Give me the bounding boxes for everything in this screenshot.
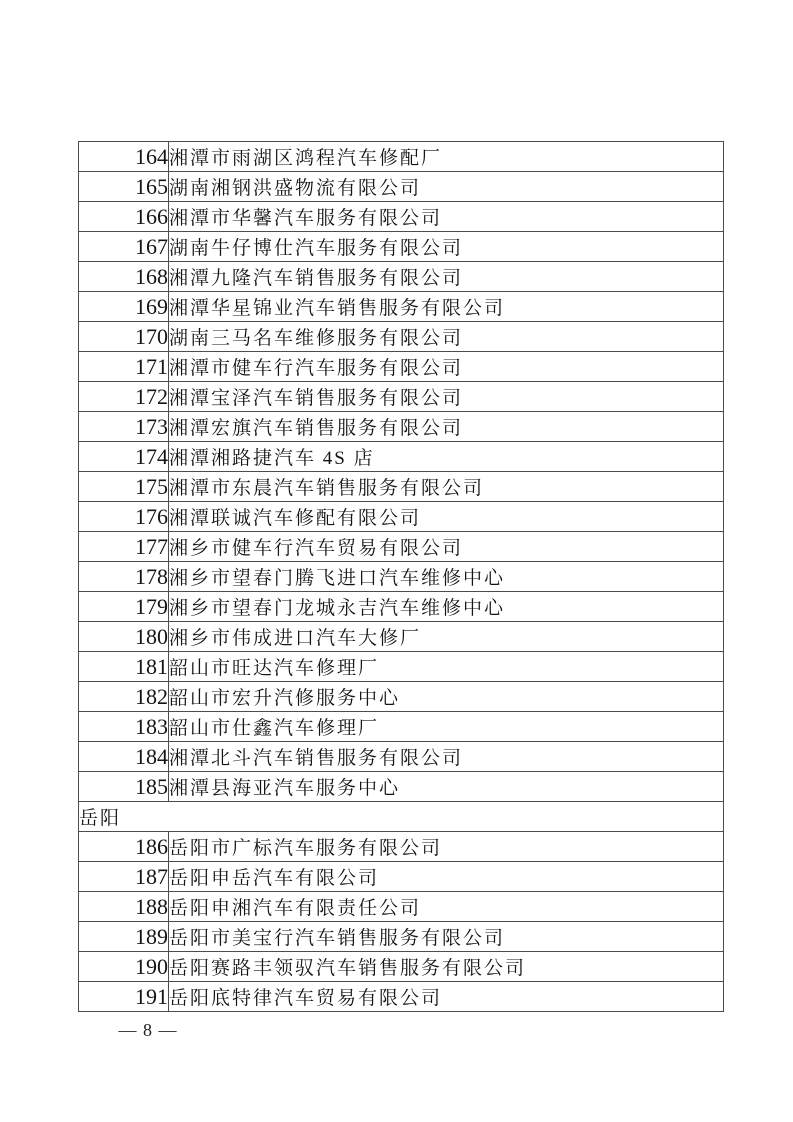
- company-name: 湘潭宏旗汽车销售服务有限公司: [169, 412, 724, 442]
- company-name: 湘潭市华馨汽车服务有限公司: [169, 202, 724, 232]
- row-number: 188: [79, 892, 169, 922]
- company-name: 湘潭市东晨汽车销售服务有限公司: [169, 472, 724, 502]
- table-row: [79, 892, 724, 922]
- row-number: 186: [79, 832, 169, 862]
- company-name: 湘潭联诚汽车修配有限公司: [169, 502, 724, 532]
- row-number: 191: [79, 982, 169, 1012]
- row-number: 190: [79, 952, 169, 982]
- table-row: [79, 532, 724, 562]
- table-row: [79, 172, 724, 202]
- table-row: [79, 862, 724, 892]
- row-number: 189: [79, 922, 169, 952]
- table-row: [79, 412, 724, 442]
- roster-body: [79, 142, 724, 1012]
- row-number: 165: [79, 172, 169, 202]
- row-number: 164: [79, 142, 169, 172]
- company-name: 湘乡市望春门龙城永吉汽车维修中心: [169, 592, 724, 622]
- row-number: 171: [79, 352, 169, 382]
- row-number: 184: [79, 742, 169, 772]
- table-row: [79, 772, 724, 802]
- company-name: 湘乡市健车行汽车贸易有限公司: [169, 532, 724, 562]
- company-name: 湘潭华星锦业汽车销售服务有限公司: [169, 292, 724, 322]
- row-number: 178: [79, 562, 169, 592]
- row-number: 170: [79, 322, 169, 352]
- company-name: 湖南牛仔博仕汽车服务有限公司: [169, 232, 724, 262]
- company-name: 湘潭北斗汽车销售服务有限公司: [169, 742, 724, 772]
- table-row: [79, 142, 724, 172]
- company-name: 岳阳底特律汽车贸易有限公司: [169, 982, 724, 1012]
- table-row: [79, 712, 724, 742]
- row-number: 169: [79, 292, 169, 322]
- page-number: — 8 —: [118, 1020, 178, 1040]
- table-row: [79, 982, 724, 1012]
- company-name: 湘乡市伟成进口汽车大修厂: [169, 622, 724, 652]
- table-row: [79, 202, 724, 232]
- row-number: 183: [79, 712, 169, 742]
- table-row: [79, 382, 724, 412]
- row-number: 182: [79, 682, 169, 712]
- table-row: [79, 292, 724, 322]
- row-number: 185: [79, 772, 169, 802]
- company-name: 湘乡市望春门腾飞进口汽车维修中心: [169, 562, 724, 592]
- company-roster-table: [78, 141, 724, 1012]
- table-row: [79, 442, 724, 472]
- section-title: 岳阳: [79, 802, 724, 832]
- table-row: [79, 922, 724, 952]
- row-number: 167: [79, 232, 169, 262]
- table-row: [79, 322, 724, 352]
- row-number: 173: [79, 412, 169, 442]
- row-number: 177: [79, 532, 169, 562]
- table-row: [79, 562, 724, 592]
- table-row: [79, 622, 724, 652]
- row-number: 180: [79, 622, 169, 652]
- company-name: 湘潭湘路捷汽车 4S 店: [169, 442, 724, 472]
- company-name: 韶山市宏升汽修服务中心: [169, 682, 724, 712]
- company-name: 岳阳市广标汽车服务有限公司: [169, 832, 724, 862]
- company-name: 岳阳申岳汽车有限公司: [169, 862, 724, 892]
- company-name: 湘潭市健车行汽车服务有限公司: [169, 352, 724, 382]
- company-name: 韶山市旺达汽车修理厂: [169, 652, 724, 682]
- row-number: 187: [79, 862, 169, 892]
- company-name: 湘潭县海亚汽车服务中心: [169, 772, 724, 802]
- table-row: [79, 652, 724, 682]
- row-number: 175: [79, 472, 169, 502]
- row-number: 174: [79, 442, 169, 472]
- table-row: [79, 742, 724, 772]
- company-name: 湘潭宝泽汽车销售服务有限公司: [169, 382, 724, 412]
- row-number: 172: [79, 382, 169, 412]
- company-name: 湘潭市雨湖区鸿程汽车修配厂: [169, 142, 724, 172]
- row-number: 181: [79, 652, 169, 682]
- company-name: 韶山市仕鑫汽车修理厂: [169, 712, 724, 742]
- row-number: 166: [79, 202, 169, 232]
- company-name: 湘潭九隆汽车销售服务有限公司: [169, 262, 724, 292]
- row-number: 176: [79, 502, 169, 532]
- table-row: [79, 472, 724, 502]
- company-name: 岳阳赛路丰领驭汽车销售服务有限公司: [169, 952, 724, 982]
- table-row: [79, 232, 724, 262]
- company-name: 湖南湘钢洪盛物流有限公司: [169, 172, 724, 202]
- table-row: [79, 952, 724, 982]
- row-number: 168: [79, 262, 169, 292]
- row-number: 179: [79, 592, 169, 622]
- table-row: [79, 592, 724, 622]
- company-name: 岳阳申湘汽车有限责任公司: [169, 892, 724, 922]
- table-row: [79, 832, 724, 862]
- company-name: 湖南三马名车维修服务有限公司: [169, 322, 724, 352]
- table-row: [79, 352, 724, 382]
- table-row: [79, 502, 724, 532]
- table-row: [79, 682, 724, 712]
- table-row: [79, 262, 724, 292]
- company-name: 岳阳市美宝行汽车销售服务有限公司: [169, 922, 724, 952]
- section-row: [79, 802, 724, 832]
